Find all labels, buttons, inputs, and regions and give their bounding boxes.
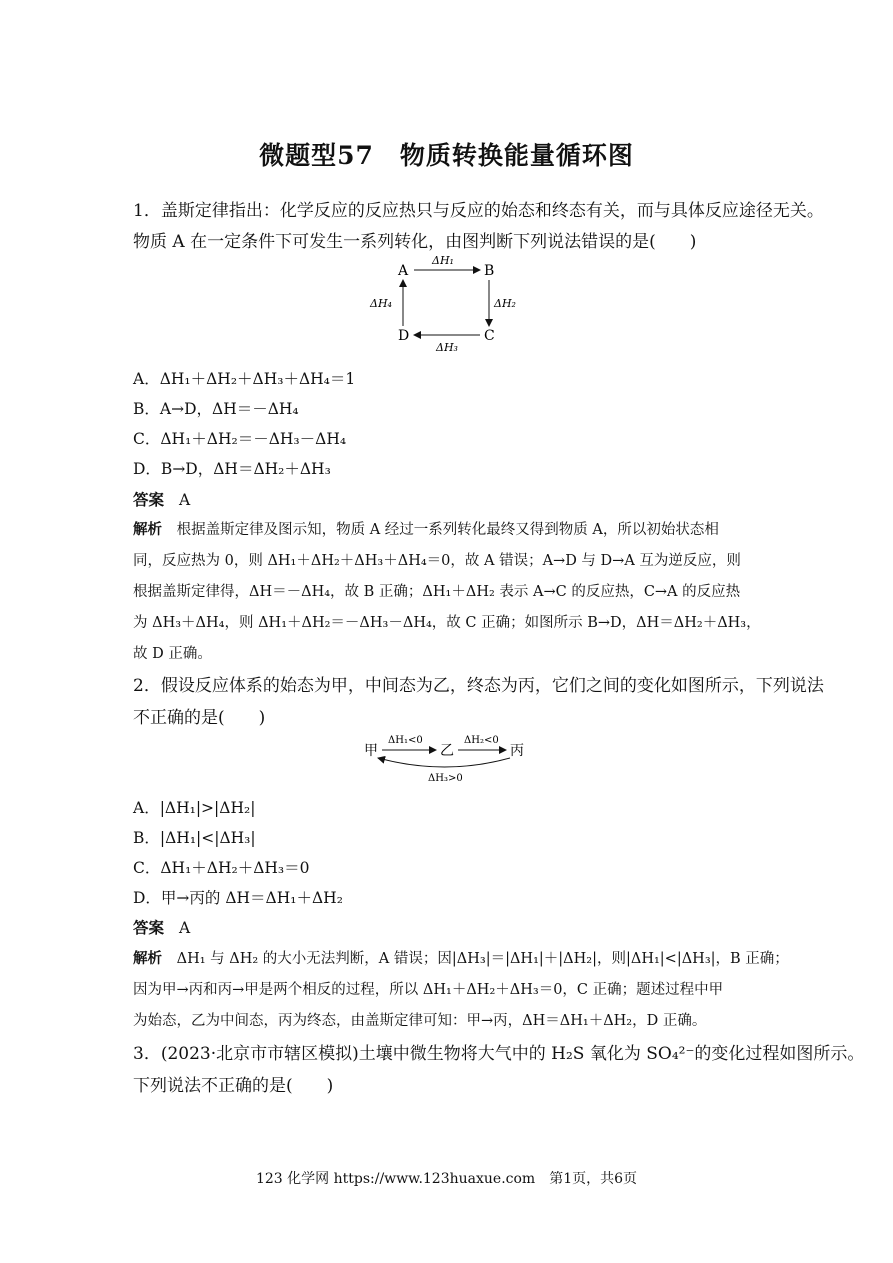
page-title: 微题型57 物质转换能量循环图	[259, 141, 634, 170]
node-b: B	[484, 263, 495, 279]
node-bing: 丙	[510, 743, 524, 759]
q2-stem-line1: 2．假设反应体系的始态为甲，中间态为乙，终态为丙，它们之间的变化如图所示，下列说法	[133, 676, 824, 696]
q1-stem-line1: 1．盖斯定律指出：化学反应的反应热只与反应的始态和终态有关，而与具体反应途径无关。	[133, 201, 824, 221]
label-dh4: ΔH₄	[370, 297, 392, 310]
q2-explanation-line2: 因为甲→丙和丙→甲是两个相反的过程，所以 ΔH₁＋ΔH₂＋ΔH₃＝0，C 正确；题述过程中甲	[133, 982, 724, 998]
arrow-bing-to-jia	[378, 758, 510, 767]
q2-option-d: D．甲→丙的 ΔH＝ΔH₁＋ΔH₂	[133, 889, 343, 907]
q1-option-c: C．ΔH₁＋ΔH₂＝－ΔH₃－ΔH₄	[133, 430, 347, 448]
q1-option-d: D．B→D，ΔH＝ΔH₂＋ΔH₃	[133, 460, 331, 478]
q1-explanation-label: 解析	[133, 521, 162, 538]
label-dh2: ΔH₂<0	[464, 735, 499, 746]
q2-explanation-line1: 解析 ΔH₁ 与 ΔH₂ 的大小无法判断，A 错误；因|ΔH₃|＝|ΔH₁|＋|ΔH₂|，则|ΔH₁|<|ΔH₃|，B 正确；	[133, 950, 789, 967]
q1-option-a: A．ΔH₁＋ΔH₂＋ΔH₃＋ΔH₄＝1	[133, 370, 356, 388]
q1-explanation-line3: 根据盖斯定律得，ΔH＝－ΔH₄，故 B 正确；ΔH₁＋ΔH₂ 表示 A→C 的反应热，C→A 的反应热	[133, 584, 741, 600]
q1-explanation-line4: 为 ΔH₃＋ΔH₄，则 ΔH₁＋ΔH₂＝－ΔH₃－ΔH₄，故 C 正确；如图所示 B→D，ΔH＝ΔH₂＋ΔH₃，	[133, 615, 761, 631]
q1-option-b: B．A→D，ΔH＝－ΔH₄	[133, 400, 299, 418]
label-dh3: ΔH₃>0	[428, 773, 463, 784]
node-yi: 乙	[440, 743, 454, 759]
q2-option-c: C．ΔH₁＋ΔH₂＋ΔH₃＝0	[133, 859, 310, 877]
q1-explanation-line5: 故 D 正确。	[133, 646, 212, 662]
q2-answer	[133, 916, 190, 938]
q2-explanation-label: 解析	[133, 950, 162, 967]
q2-stem-line2: 不正确的是( )	[133, 708, 266, 728]
q2-option-a: A．|ΔH₁|>|ΔH₂|	[133, 799, 256, 817]
page-footer: 123 化学网 https://www.123huaxue.com 第1页，共6页	[255, 1171, 638, 1187]
label-dh3: ΔH₃	[436, 341, 458, 354]
node-d: D	[398, 328, 410, 344]
node-c: C	[484, 328, 495, 344]
node-jia: 甲	[364, 743, 378, 759]
q2-explanation-line3: 为始态，乙为中间态，丙为终态，由盖斯定律可知：甲→丙，ΔH＝ΔH₁＋ΔH₂，D 正确。	[133, 1013, 707, 1029]
q1-explanation-line1: 解析 根据盖斯定律及图示知，物质 A 经过一系列转化最终又得到物质 A，所以初始状态相	[133, 521, 719, 538]
q1-answer-label: 答案	[133, 490, 165, 509]
q2-path-diagram	[360, 728, 535, 784]
q1-answer	[133, 488, 190, 510]
label-dh2: ΔH₂	[494, 297, 516, 310]
q2-answer-label: 答案	[133, 918, 165, 937]
q3-stem-line1: 3．(2023·北京市市辖区模拟)土壤中微生物将大气中的 H₂S 氧化为 SO₄²⁻的变化过程如图所示。	[133, 1044, 865, 1064]
q2-answer-value: A	[178, 919, 191, 937]
label-dh1: ΔH₁	[432, 254, 454, 267]
q3-stem-line2: 下列说法不正确的是( )	[133, 1076, 334, 1096]
q2-option-b: B．|ΔH₁|<|ΔH₃|	[133, 829, 256, 847]
q1-stem-line2: 物质 A 在一定条件下可发生一系列转化，由图判断下列说法错误的是( )	[133, 232, 697, 252]
q1-answer-value: A	[178, 491, 191, 509]
node-a: A	[398, 263, 409, 279]
q1-cycle-diagram	[360, 250, 530, 360]
label-dh1: ΔH₁<0	[388, 735, 423, 746]
q1-explanation-line2: 同，反应热为 0，则 ΔH₁＋ΔH₂＋ΔH₃＋ΔH₄＝0，故 A 错误；A→D 与 D→A 互为逆反应，则	[133, 553, 741, 569]
